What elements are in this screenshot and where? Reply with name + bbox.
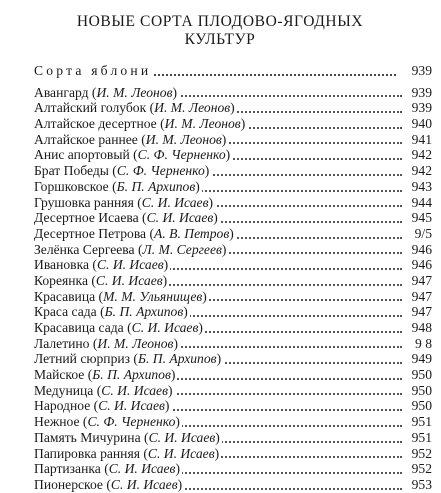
variety-author: С. И. Исаев [96,257,164,273]
entry-text: Брат Победы (С. Ф. Черненко) [34,163,210,179]
variety-author: И. М. Леонов [164,116,241,132]
entry-page-number: 945 [402,210,432,226]
entry-text: Летний сюрприз (Б. П. Архипов) [34,351,222,367]
variety-name: Алтайское десертное [34,116,157,132]
variety-name: Майское [34,367,85,383]
entry-page-number: 947 [402,304,432,320]
toc-entry [34,351,432,367]
entry-text: Майское (Б. П. Архипов) [34,367,176,383]
entry-page-number: 950 [402,383,432,399]
toc-entries [34,85,432,493]
variety-author: С. И. Исаев [131,320,199,335]
entry-page-number: 946 [402,242,432,258]
entry-page-number: 951 [402,414,432,430]
entry-page-number: 947 [402,289,432,305]
variety-name: Красавица [34,288,96,304]
variety-name: Народное [34,398,91,414]
toc-entry [34,367,432,383]
variety-author: Л. М. Сергеев [142,241,222,257]
entry-page-number: 950 [402,398,432,414]
entry-text: Анис апортовый (С. Ф. Черненко) [34,147,231,163]
entry-page-number: 939 [402,100,432,116]
variety-name: Папировка ранняя [34,445,140,461]
toc-section-heading [34,63,432,79]
entry-text: Авангард (И. М. Леонов) [34,84,178,100]
entry-text: Зелёнка Сергеева (Л. М. Сергеев) [34,241,227,257]
variety-author: Б. П. Архипов [104,304,184,320]
variety-name: Медуница [34,382,94,398]
toc-entry [34,430,432,446]
variety-name: Брат Победы [34,163,109,179]
entry-text: Пионерское (С. И. Исаев) [34,476,183,492]
variety-name: Пионерское [34,476,103,492]
entry-text: Десертное Исаева (С. И. Исаев) [34,210,218,226]
variety-name: Зелёнка Сергеева [34,241,135,257]
entry-text: Грушовка ранняя (С. И. Исаев) [34,194,214,210]
entry-page-number: 946 [402,257,432,273]
entry-page-number: 9/5 [402,226,432,242]
entry-page-number: 942 [402,163,432,179]
toc-entry [34,100,432,116]
toc-entry [34,179,432,195]
variety-name: Кореянка [34,272,88,288]
variety-author: С. Ф. Черненко [87,414,176,430]
entry-page-number: 940 [402,116,432,132]
entry-text: Алтайское десертное (И. М. Леонов) [34,116,246,132]
variety-author: И. М. Леонов [145,131,222,147]
variety-author: С. И. Исаев [141,194,209,210]
entry-page-number: 950 [402,367,432,383]
variety-name: Авангард [34,84,89,100]
entry-text: Медуница (С. И. Исаев) [34,382,173,398]
entry-page-number: 9 8 [402,336,432,352]
section-label: Сорта яблони [34,63,152,78]
entry-page-number: 949 [402,351,432,367]
variety-author: С. И. Исаев [110,476,178,492]
toc-entry [34,289,432,305]
variety-name: Красавица сада [34,320,124,335]
entry-text: Народное (С. И. Исаев) [34,398,170,414]
toc-entry [34,320,432,336]
variety-author: С. Ф. Черненко [137,147,226,163]
entry-text: Десертное Петрова (А. В. Петров) [34,225,234,241]
entry-page-number: 944 [402,195,432,211]
variety-name: Горшковское [34,178,109,194]
entry-text: Ивановка (С. И. Исаев) [34,257,169,273]
entry-text: Память Мичурина (С. И. Исаев) [34,429,220,445]
entry-page-number: 947 [402,273,432,289]
toc-entry [34,195,432,211]
entry-page-number: 943 [402,179,432,195]
variety-author: С. И. Исаев [147,445,215,461]
variety-name: Анис апортовый [34,147,130,163]
toc-entry [34,85,432,101]
toc-entry [34,116,432,132]
variety-author: С. И. Исаев [146,210,214,226]
variety-author: С. Ф. Черненко [116,163,205,179]
variety-author: С. И. Исаев [108,461,176,477]
variety-name: Память Мичурина [34,429,141,445]
variety-name: Нежное [34,414,80,430]
variety-author: И. М. Леонов [96,84,173,100]
toc-entry [34,304,432,320]
page-title: НОВЫЕ СОРТА ПЛОДОВО-ЯГОДНЫХ [76,13,364,30]
entry-page-number: 939 [402,85,432,101]
toc-entry [34,210,432,226]
variety-name: Краса сада [34,304,97,320]
variety-author: С. И. Исаев [98,398,165,414]
page-title-continuation: КУЛЬТУР [184,31,256,48]
entry-page-number: 941 [402,132,432,148]
variety-name: Грушовка ранняя [34,194,134,210]
toc-entry [34,461,432,477]
entry-text: Лалетино (И. М. Леонов) [34,335,178,351]
entry-text: Алтайский голубок (И. М. Леонов) [34,100,235,116]
toc-entry [34,273,432,289]
toc-entry [34,398,432,414]
variety-author: С. И. Исаев [148,429,216,445]
toc-entry [34,242,432,258]
variety-author: С. И. Исаев [101,382,168,398]
variety-author: М. М. Ульянищев [103,288,203,304]
variety-name: Десертное Петрова [34,225,147,241]
entry-page-number: 948 [402,320,432,336]
variety-author: И. М. Леонов [154,100,231,116]
entry-page-number: 953 [402,477,432,493]
entry-text: Красавица сада (С. И. Исаев) [34,320,203,335]
variety-name: Десертное Исаева [34,210,139,226]
variety-author: Б. П. Архипов [92,367,171,383]
entry-text: Папировка ранняя (С. И. Исаев) [34,445,220,461]
variety-name: Летний сюрприз [34,351,131,367]
entry-text: Нежное (С. Ф. Черненко) [34,414,180,430]
entry-text: Алтайское раннее (И. М. Леонов) [34,131,227,147]
variety-name: Алтайский голубок [34,100,147,116]
entry-page-number: 942 [402,147,432,163]
entry-text: Краса сада (Б. П. Архипов) [34,304,188,320]
variety-name: Партизанка [34,461,101,477]
toc-entry [34,446,432,462]
toc-entry [34,414,432,430]
entry-page-number: 952 [402,446,432,462]
entry-text: Красавица (М. М. Ульянищев) [34,288,207,304]
variety-name: Лалетино [34,335,90,351]
variety-author: А. В. Петров [154,225,230,241]
entry-page-number: 952 [402,461,432,477]
section-page-number: 939 [402,63,432,79]
variety-name: Алтайское раннее [34,131,138,147]
variety-author: Б. П. Архипов [116,178,196,194]
variety-author: Б. П. Архипов [137,351,217,367]
toc-entry [34,383,432,399]
toc-entry [34,257,432,273]
entry-text: Кореянка (С. И. Исаев) [34,272,168,288]
entry-text: Горшковское (Б. П. Архипов) [34,178,200,194]
toc-entry [34,477,432,493]
table-of-contents [34,63,432,493]
variety-name: Ивановка [34,257,90,273]
variety-author: И. М. Леонов [97,335,174,351]
entry-text: Партизанка (С. И. Исаев) [34,461,180,477]
entry-page-number: 951 [402,430,432,446]
toc-entry [34,336,432,352]
toc-entry [34,163,432,179]
toc-entry [34,147,432,163]
toc-entry [34,132,432,148]
variety-author: С. И. Исаев [95,272,163,288]
toc-entry [34,226,432,242]
